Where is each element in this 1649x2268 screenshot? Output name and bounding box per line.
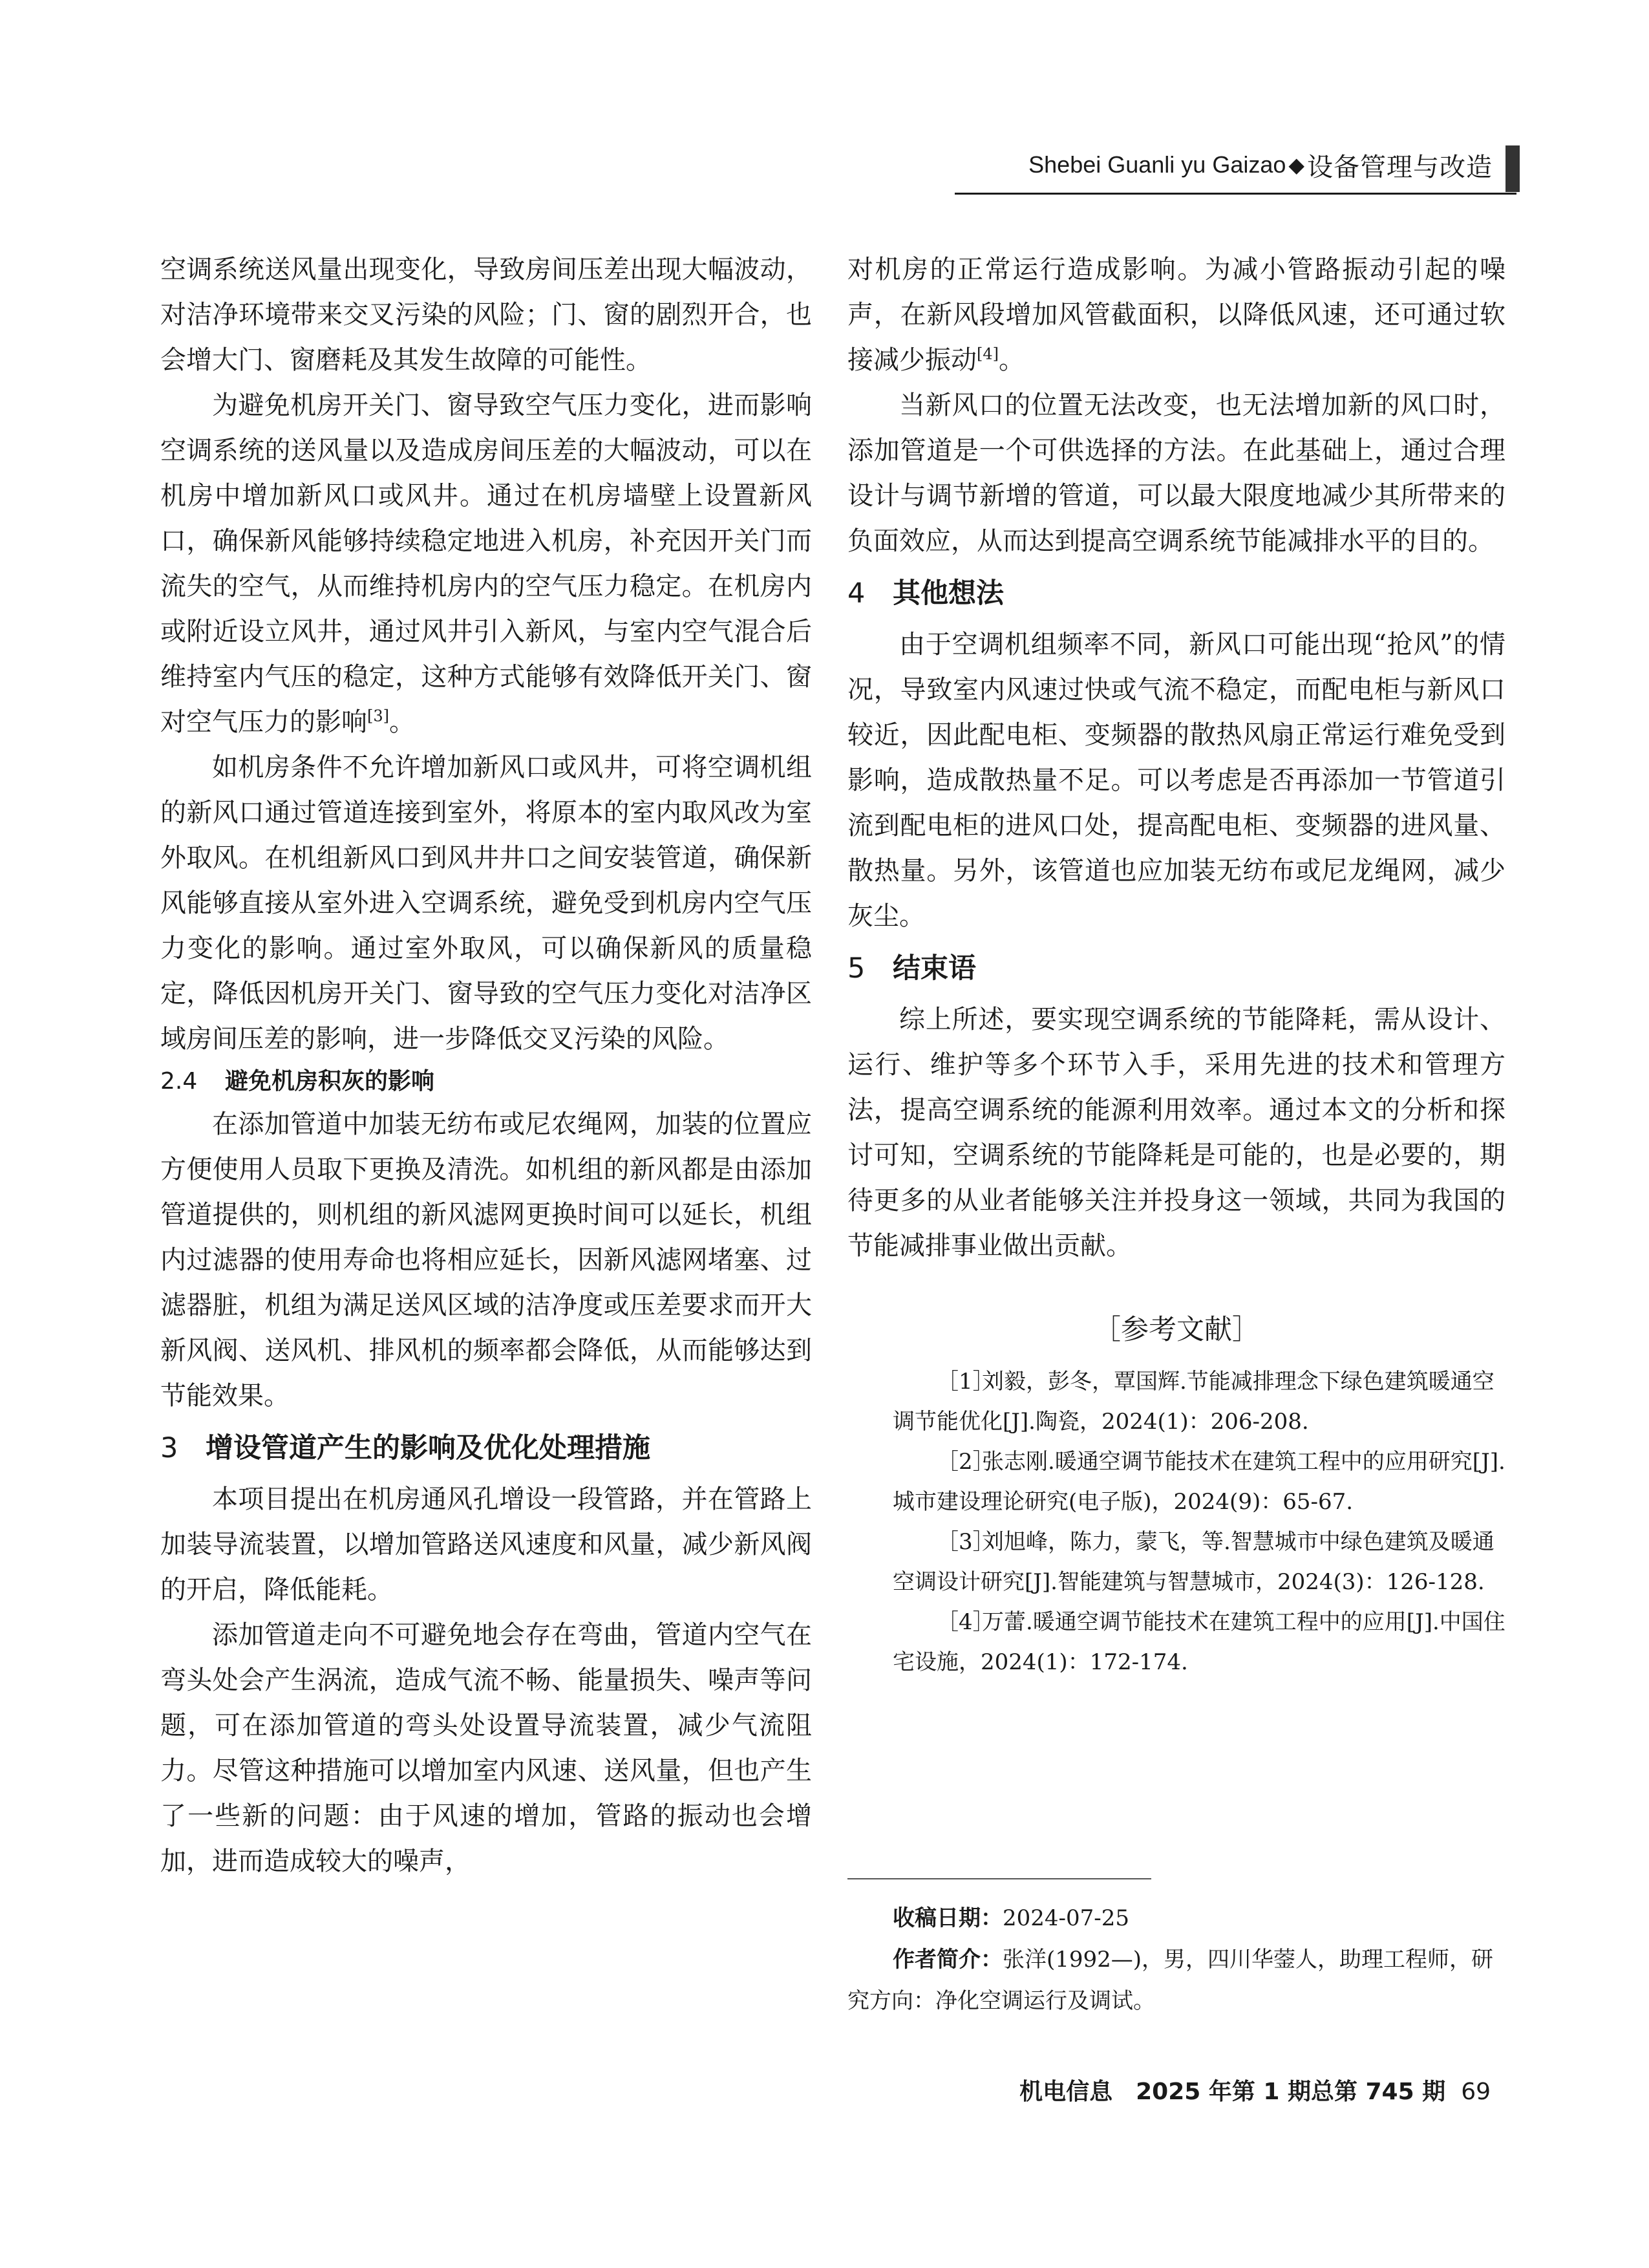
subsection-heading: 2.4 避免机房积灰的影响 (160, 1068, 435, 1095)
paragraph: 在添加管道中加装无纺布或尼农绳网，加装的位置应方便使用人员取下更换及清洗。如机组的新风都是由添加管道提供的，则机组的新风滤网更换时间可以延长，机组内过滤器的使用寿命也将相应延长，因新风滤网堵塞、过滤器脏，机组为满足送风区域的洁净度或压差要求而开大新风阀、送风机、排风机的频率都会降低，从而能够达到节能效果。 (160, 1109, 812, 1411)
author-bio: 作者简介：张洋(1992—)，男，四川华蓥人，助理工程师，研究方向：净化空调运行及调试。 (847, 1947, 1494, 2014)
citation: [4] (977, 345, 999, 363)
issue-info: 机电信息 2025 年第 1 期总第 745 期 (1019, 2079, 1446, 2105)
reference-item: ［2］张志刚.暖通空调节能技术在建筑工程中的应用研究[J].城市建设理论研究(电子版)，2024(9)：65-67. (893, 1449, 1505, 1515)
received-date: 收稿日期：2024-07-25 (893, 1905, 1130, 1931)
right-column (847, 247, 1505, 1682)
paragraph: 如机房条件不允许增加新风口或风井，可将空调机组的新风口通过管道连接到室外，将原本的室内取风改为室外取风。在机组新风口到风井井口之间安装管道，确保新风能够直接从室外进入空调系统，避免受到机房内空气压力变化的影响。通过室外取风，可以确保新风的质量稳定，降低因机房开关门、窗导致的空气压力变化对洁净区域房间压差的影响，进一步降低交叉污染的风险。 (160, 753, 812, 1054)
reference-item: ［3］刘旭峰，陈力，蒙飞，等.智慧城市中绿色建筑及暖通空调设计研究[J].智能建筑与智慧城市，2024(3)：126-128. (893, 1529, 1495, 1595)
footnote (847, 1898, 1505, 2022)
paragraph: 本项目提出在机房通风孔增设一段管路，并在管路上加装导流装置，以增加管路送风速度和风量，减少新风阀的开启，降低能耗。 (160, 1484, 812, 1605)
paragraph: 对机房的正常运行造成影响。为减小管路振动引起的噪声，在新风段增加风管截面积，以降低风速，还可通过软接减少振动[4]。 (847, 255, 1505, 375)
running-header (1028, 139, 1493, 191)
reference-item: ［1］刘毅，彭冬，覃国辉.节能减排理念下绿色建筑暖通空调节能优化[J].陶瓷，2024(1)：206-208. (893, 1369, 1495, 1435)
journal-name-en: Shebei Guanli yu Gaizao (1028, 151, 1286, 178)
section-heading: 4 其他想法 (847, 577, 1004, 610)
left-column (160, 247, 812, 1884)
diamond-icon: ◆ (1288, 153, 1304, 177)
paragraph: 空调系统送风量出现变化，导致房间压差出现大幅波动，对洁净环境带来交叉污染的风险；门、窗的剧烈开合，也会增大门、窗磨耗及其发生故障的可能性。 (160, 255, 812, 375)
header-bar-decoration (1505, 145, 1520, 192)
column-name: 设备管理与改造 (1307, 152, 1493, 182)
citation: [3] (367, 707, 389, 725)
reference-item: ［4］万蕾.暖通空调节能技术在建筑工程中的应用[J].中国住宅设施，2024(1)：172-174. (893, 1609, 1505, 1675)
section-heading: 5 结束语 (847, 952, 976, 985)
paragraph: 由于空调机组频率不同，新风口可能出现“抢风”的情况，导致室内风速过快或气流不稳定，而配电柜与新风口较近，因此配电柜、变频器的散热风扇正常运行难免受到影响，造成散热量不足。可以考虑是否再添加一节管道引流到配电柜的进风口处，提高配电柜、变频器的进风量、散热量。另外，该管道也应加装无纺布或尼龙绳网，减少灰尘。 (847, 630, 1505, 931)
page-footer (1019, 2073, 1491, 2106)
paragraph: 添加管道走向不可避免地会存在弯曲，管道内空气在弯头处会产生涡流，造成气流不畅、能量损失、噪声等问题，可在添加管道的弯头处设置导流装置，减少气流阻力。尽管这种措施可以增加室内风速、送风量，但也产生了一些新的问题：由于风速的增加，管路的振动也会增加，进而造成较大的噪声， (160, 1620, 812, 1876)
section-heading: 3 增设管道产生的影响及优化处理措施 (160, 1432, 650, 1464)
paragraph: 为避免机房开关门、窗导致空气压力变化，进而影响空调系统的送风量以及造成房间压差的大幅波动，可以在机房中增加新风口或风井。通过在机房墙壁上设置新风口，确保新风能够持续稳定地进入机房，补充因开关门而流失的空气，从而维持机房内的空气压力稳定。在机房内或附近设立风井，通过风井引入新风，与室内空气混合后维持室内气压的稳定，这种方式能够有效降低开关门、窗对空气压力的影响[3]。 (160, 390, 812, 737)
footnote-rule (847, 1878, 1151, 1879)
references-title: ［参考文献］ (1093, 1314, 1260, 1346)
paragraph: 综上所述，要实现空调系统的节能降耗，需从设计、运行、维护等多个环节入手，采用先进的技术和管理方法，提高空调系统的能源利用效率。通过本文的分析和探讨可知，空调系统的节能降耗是可能的，也是必要的，期待更多的从业者能够关注并投身这一领域，共同为我国的节能减排事业做出贡献。 (847, 1005, 1505, 1261)
page-number: 69 (1461, 2079, 1491, 2105)
paragraph: 当新风口的位置无法改变，也无法增加新的风口时，添加管道是一个可供选择的方法。在此基础上，通过合理设计与调节新增的管道，可以最大限度地减少其所带来的负面效应，从而达到提高空调系统节能减排水平的目的。 (847, 390, 1505, 556)
header-rule (955, 193, 1516, 195)
